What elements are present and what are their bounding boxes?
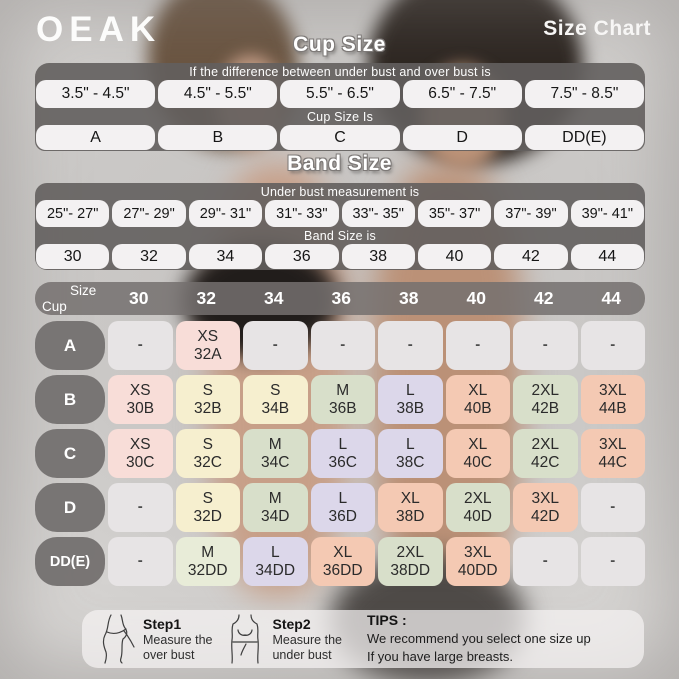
step2-figure-icon <box>225 614 265 664</box>
size-matrix <box>35 321 645 586</box>
band-number-cell: 36 <box>265 244 338 269</box>
cup-size-title: Cup Size <box>293 33 386 56</box>
matrix-size-cell: M 36B <box>311 375 376 424</box>
matrix-size-cell: 2XL 42C <box>513 429 578 478</box>
matrix-header-bar <box>35 282 645 315</box>
matrix-empty-cell: - <box>446 321 511 370</box>
band-condition-label: Under bust measurement is <box>260 184 420 199</box>
matrix-size-cell: XL 40B <box>446 375 511 424</box>
cup-range-cell: 3.5" - 4.5" <box>36 80 155 108</box>
instructions-panel <box>82 610 644 668</box>
matrix-size-cell: XS 30B <box>108 375 173 424</box>
matrix-size-cell: 3XL 44B <box>581 375 646 424</box>
cup-letter-cell: DD(E) <box>525 125 644 150</box>
matrix-size-cell: L 34DD <box>243 537 308 586</box>
brand-logo: OEAK <box>36 10 162 49</box>
matrix-row-label: B <box>35 375 105 424</box>
cup-letter-row <box>35 125 645 150</box>
step1-figure-icon <box>96 614 136 664</box>
matrix-size-cell: M 34C <box>243 429 308 478</box>
matrix-size-cell: S 34B <box>243 375 308 424</box>
band-number-cell: 32 <box>112 244 185 269</box>
matrix-size-cell: 3XL 42D <box>513 483 578 532</box>
matrix-size-cell: S 32C <box>176 429 241 478</box>
band-range-cell: 31"- 33" <box>265 200 338 227</box>
band-range-cell: 35"- 37" <box>418 200 491 227</box>
matrix-column-header: 44 <box>601 288 621 308</box>
band-result-label: Band Size is <box>304 228 376 243</box>
matrix-row-label: DD(E) <box>35 537 105 586</box>
matrix-empty-cell: - <box>311 321 376 370</box>
step1-block <box>143 616 212 663</box>
matrix-column-header: 40 <box>466 288 486 308</box>
matrix-size-cell: XS 32A <box>176 321 241 370</box>
matrix-row <box>35 537 645 586</box>
matrix-row <box>35 375 645 424</box>
matrix-size-cell: L 38B <box>378 375 443 424</box>
matrix-empty-cell: - <box>243 321 308 370</box>
matrix-size-cell: L 36D <box>311 483 376 532</box>
cup-letter-cell: C <box>280 125 399 150</box>
band-number-cell: 34 <box>189 244 262 269</box>
cup-size-table <box>35 63 645 151</box>
band-range-cell: 25"- 27" <box>36 200 109 227</box>
matrix-row <box>35 483 645 532</box>
corner-size-label: Size <box>70 283 97 298</box>
matrix-size-cell: 3XL 44C <box>581 429 646 478</box>
band-number-cell: 44 <box>571 244 644 269</box>
matrix-column-header: 32 <box>196 288 216 308</box>
band-range-row <box>35 200 645 227</box>
matrix-empty-cell: - <box>378 321 443 370</box>
band-range-cell: 37"- 39" <box>494 200 567 227</box>
matrix-row <box>35 429 645 478</box>
tips-line2: If you have large breasts. <box>366 649 513 664</box>
matrix-empty-cell: - <box>581 483 646 532</box>
matrix-size-cell: XL 38D <box>378 483 443 532</box>
cup-condition-label: If the difference between under bust and over bust is <box>189 64 491 79</box>
matrix-row-label: D <box>35 483 105 532</box>
matrix-empty-cell: - <box>513 321 578 370</box>
band-size-title: Band Size <box>287 152 392 175</box>
band-range-cell: 29"- 31" <box>189 200 262 227</box>
cup-range-cell: 6.5" - 7.5" <box>403 80 522 108</box>
matrix-size-cell: 3XL 40DD <box>446 537 511 586</box>
cup-letter-cell: A <box>36 125 155 150</box>
matrix-row-label: C <box>35 429 105 478</box>
matrix-corner-cell <box>35 282 105 315</box>
cup-result-label: Cup Size Is <box>306 109 374 124</box>
band-number-cell: 30 <box>36 244 109 269</box>
step1-line2: over bust <box>143 647 195 662</box>
band-range-cell: 33"- 35" <box>342 200 415 227</box>
matrix-column-header: 30 <box>129 288 149 308</box>
step2-line1: Measure the <box>272 632 342 647</box>
corner-cup-label: Cup <box>42 299 67 314</box>
matrix-row-label: A <box>35 321 105 370</box>
matrix-empty-cell: - <box>108 537 173 586</box>
matrix-column-header: 42 <box>534 288 554 308</box>
matrix-size-cell: XL 36DD <box>311 537 376 586</box>
band-size-table <box>35 183 645 270</box>
matrix-size-cell: S 32D <box>176 483 241 532</box>
matrix-size-cell: L 38C <box>378 429 443 478</box>
matrix-empty-cell: - <box>581 537 646 586</box>
cup-letter-cell: D <box>403 125 522 150</box>
matrix-size-cell: 2XL 38DD <box>378 537 443 586</box>
step1-line1: Measure the <box>143 632 213 647</box>
tips-title: TIPS : <box>366 612 407 629</box>
matrix-size-cell: M 34D <box>243 483 308 532</box>
matrix-column-header: 36 <box>331 288 351 308</box>
cup-range-cell: 7.5" - 8.5" <box>525 80 644 108</box>
matrix-column-header: 34 <box>264 288 284 308</box>
matrix-size-cell: S 32B <box>176 375 241 424</box>
matrix-size-cell: L 36C <box>311 429 376 478</box>
matrix-row <box>35 321 645 370</box>
band-number-cell: 38 <box>342 244 415 269</box>
matrix-size-cell: 2XL 40D <box>446 483 511 532</box>
cup-range-cell: 4.5" - 5.5" <box>158 80 277 108</box>
cup-letter-cell: B <box>158 125 277 150</box>
tips-line1: We recommend you select one size up <box>366 631 591 647</box>
cup-range-cell: 5.5" - 6.5" <box>280 80 399 108</box>
matrix-size-cell: XS 30C <box>108 429 173 478</box>
matrix-empty-cell: - <box>108 321 173 370</box>
tips-block <box>367 612 591 665</box>
step2-block <box>272 616 341 663</box>
band-range-cell: 39"- 41" <box>571 200 644 227</box>
matrix-size-cell: M 32DD <box>176 537 241 586</box>
band-number-cell: 40 <box>418 244 491 269</box>
step1-title: Step1 <box>143 615 182 632</box>
matrix-empty-cell: - <box>581 321 646 370</box>
band-number-cell: 42 <box>494 244 567 269</box>
step2-line2: under bust <box>272 647 332 662</box>
matrix-empty-cell: - <box>513 537 578 586</box>
cup-range-row <box>35 80 645 108</box>
page-title: Size Chart <box>543 17 651 40</box>
matrix-column-header: 38 <box>399 288 419 308</box>
step2-title: Step2 <box>272 615 311 632</box>
matrix-empty-cell: - <box>108 483 173 532</box>
band-number-row <box>35 244 645 269</box>
matrix-size-cell: XL 40C <box>446 429 511 478</box>
matrix-size-cell: 2XL 42B <box>513 375 578 424</box>
band-range-cell: 27"- 29" <box>112 200 185 227</box>
